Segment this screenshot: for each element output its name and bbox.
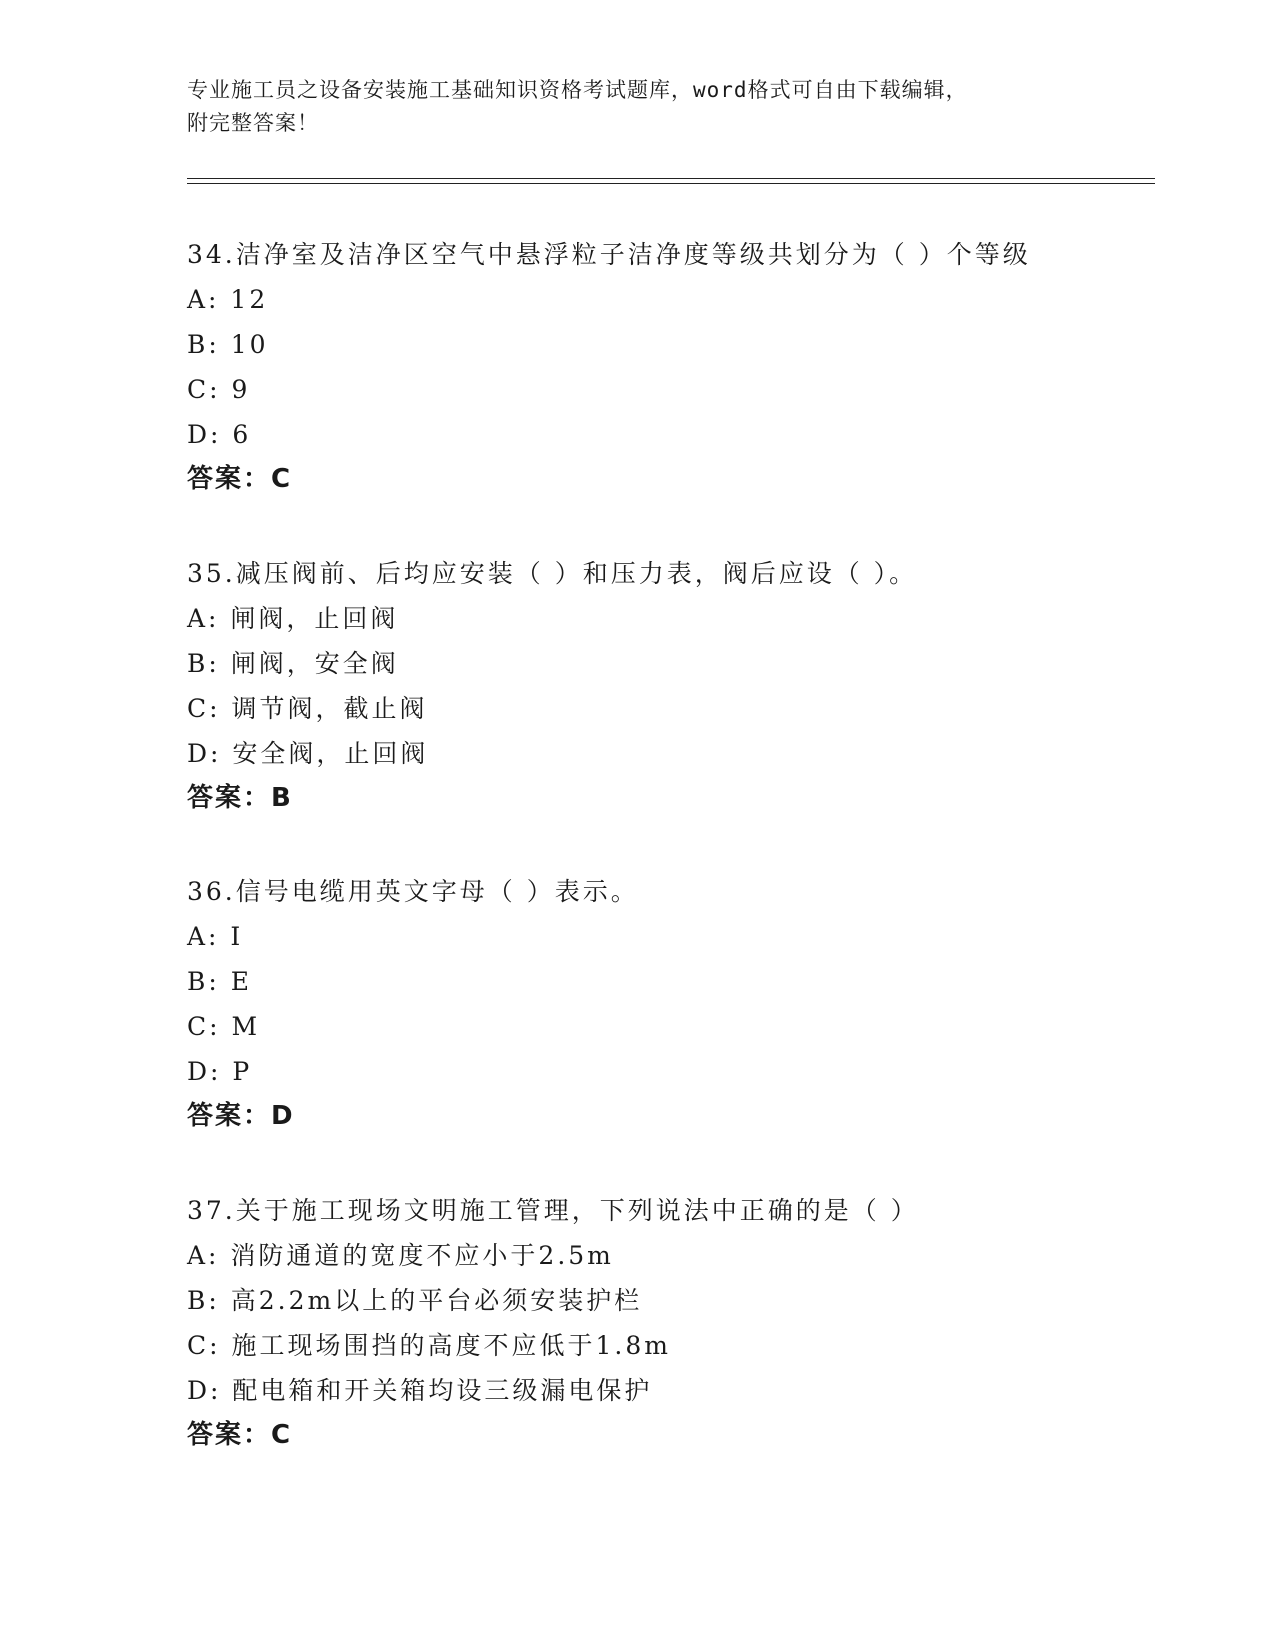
question-stem: 35.减压阀前、后均应安装（ ）和压力表，阀后应设（ ）。	[187, 559, 918, 588]
option-a: A: 12	[187, 285, 269, 314]
header-divider-bottom	[187, 183, 1155, 184]
answer-label: 答案：D	[187, 1101, 295, 1131]
header-line-2: 附完整答案！	[187, 111, 319, 135]
option-d: D: 配电箱和开关箱均设三级漏电保护	[187, 1376, 653, 1405]
option-d: D: 安全阀，止回阀	[187, 739, 429, 768]
option-b: B: 高2.2m以上的平台必须安装护栏	[187, 1286, 643, 1315]
option-b: B: 闸阀，安全阀	[187, 649, 399, 678]
question-block	[187, 869, 1147, 1139]
answer-label: 答案：C	[187, 464, 293, 494]
option-b: B: E	[187, 967, 252, 996]
option-a: A: 闸阀，止回阀	[187, 604, 399, 633]
option-c: C: 9	[187, 375, 251, 404]
option-a: A: I	[187, 922, 244, 951]
question-block	[187, 1188, 1147, 1458]
option-c: C: 施工现场围挡的高度不应低于1.8m	[187, 1331, 671, 1360]
option-d: D: 6	[187, 420, 252, 449]
question-block	[187, 551, 1147, 821]
question-stem: 34.洁净室及洁净区空气中悬浮粒子洁净度等级共划分为（ ）个等级	[187, 240, 1031, 269]
option-b: B: 10	[187, 330, 269, 359]
document-header	[187, 74, 1087, 140]
option-a: A: 消防通道的宽度不应小于2.5m	[187, 1241, 614, 1270]
answer-label: 答案：C	[187, 1420, 293, 1450]
header-divider-top	[187, 178, 1155, 179]
header-line-1: 专业施工员之设备安装施工基础知识资格考试题库，word格式可自由下载编辑，	[187, 78, 968, 102]
question-stem: 37.关于施工现场文明施工管理，下列说法中正确的是（ ）	[187, 1196, 919, 1225]
option-d: D: P	[187, 1057, 253, 1086]
option-c: C: 调节阀，截止阀	[187, 694, 428, 723]
answer-label: 答案：B	[187, 783, 293, 813]
question-stem: 36.信号电缆用英文字母（ ）表示。	[187, 877, 639, 906]
option-c: C: M	[187, 1012, 261, 1041]
question-block	[187, 232, 1147, 502]
